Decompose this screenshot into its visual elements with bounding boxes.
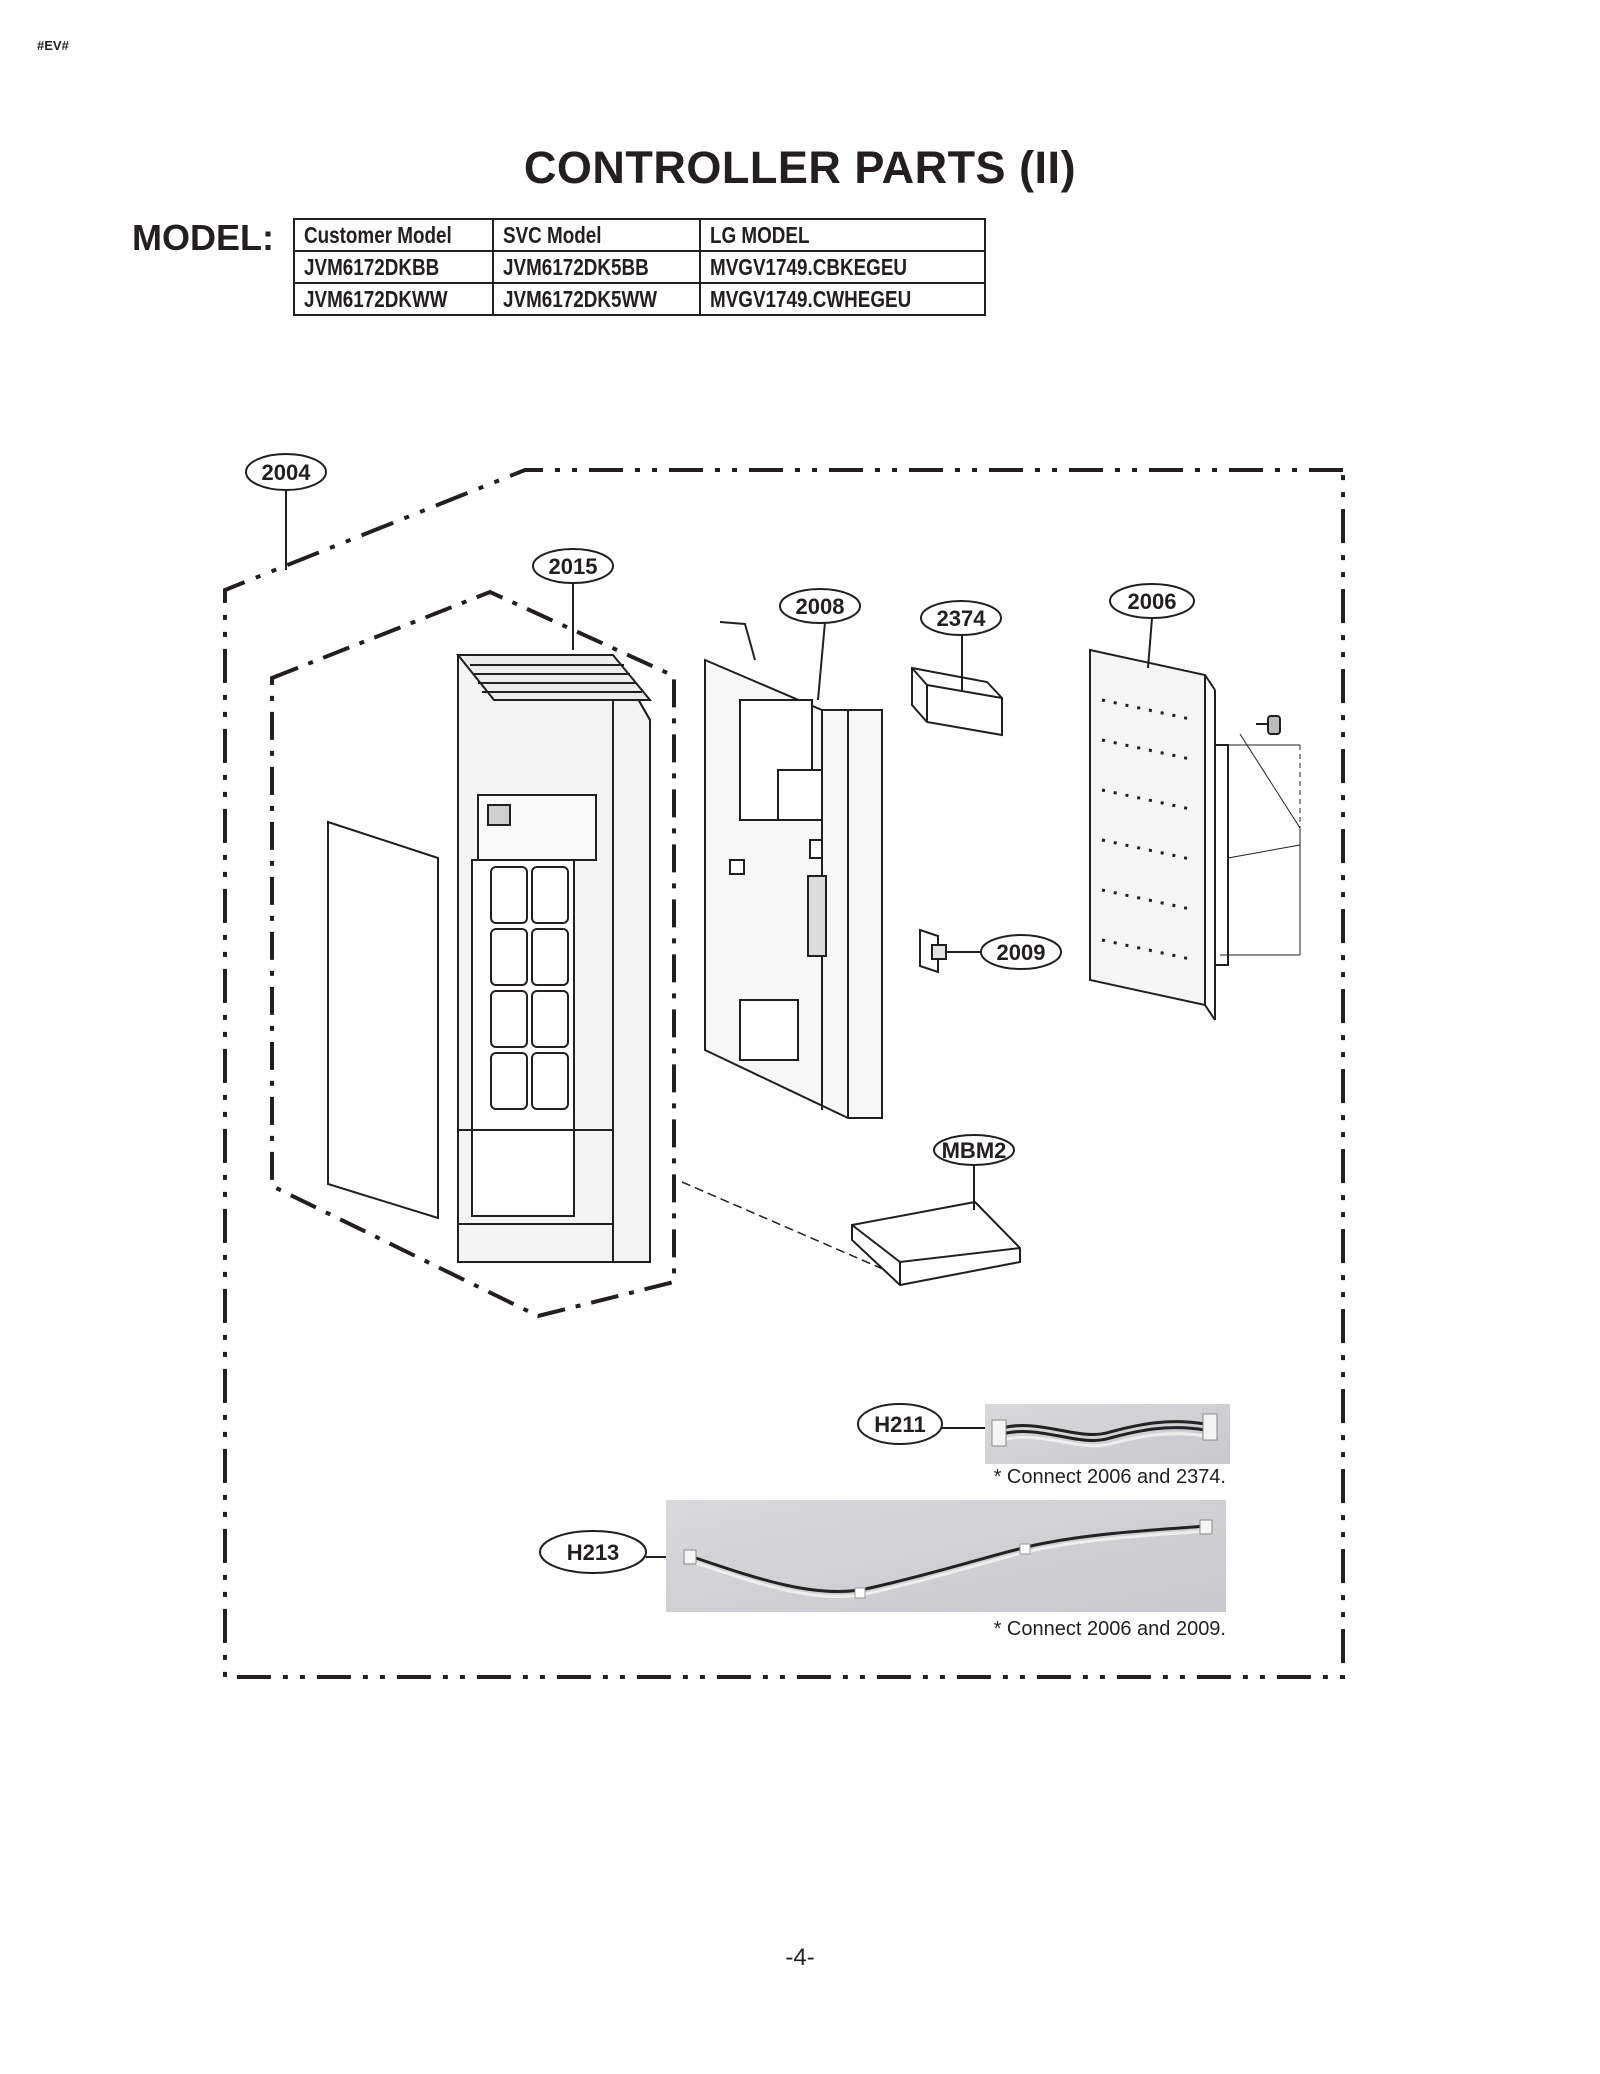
page-title: CONTROLLER PARTS (II): [523, 142, 1077, 193]
harness-photo-h213: [666, 1500, 1226, 1612]
table-cell: JVM6172DK5BB: [493, 251, 700, 283]
table-cell: MVGV1749.CWHEGEU: [700, 283, 985, 315]
sensor-2009: [920, 930, 946, 972]
document-tag: #EV#: [37, 38, 69, 53]
callout-2006: [1110, 584, 1194, 618]
column-header-svc-model: SVC Model: [493, 219, 700, 251]
svg-text:2008: 2008: [795, 594, 845, 619]
callout-h211: [858, 1404, 942, 1444]
module-2374: [912, 668, 1002, 735]
callout-2015: [533, 549, 613, 583]
table-cell: MVGV1749.CBKEGEU: [700, 251, 985, 283]
svg-text:2009: 2009: [996, 940, 1046, 965]
screw-icon: [1256, 716, 1280, 734]
table-cell: JVM6172DKBB: [294, 251, 493, 283]
svg-text:2006: 2006: [1127, 589, 1177, 614]
svg-text:H211: H211: [874, 1412, 926, 1437]
callout-mbm2: [934, 1135, 1014, 1165]
model-label: MODEL:: [132, 217, 274, 258]
table-cell: JVM6172DK5WW: [493, 283, 700, 315]
table-cell: JVM6172DKWW: [294, 283, 493, 315]
pad-mbm2: [852, 1202, 1020, 1285]
column-header-customer-model: Customer Model: [294, 219, 493, 251]
svg-text:MBM2: MBM2: [941, 1138, 1007, 1163]
bracket-2008: [705, 622, 882, 1118]
note-h213: * Connect 2006 and 2009.: [993, 1618, 1226, 1640]
svg-text:2374: 2374: [936, 606, 986, 631]
callout-2374: [921, 601, 1001, 635]
pcb-2006: [1090, 650, 1300, 1020]
harness-photo-h211: [985, 1404, 1230, 1464]
svg-text:H213: H213: [566, 1540, 620, 1565]
callout-2009: [981, 935, 1061, 969]
svg-text:2015: 2015: [548, 554, 598, 579]
svg-text:2004: 2004: [261, 460, 311, 485]
callout-2008: [780, 589, 860, 623]
note-h211: * Connect 2006 and 2374.: [993, 1466, 1226, 1488]
page-number: -4-: [785, 1944, 815, 1971]
display-overlay-sheet: [328, 822, 438, 1218]
callout-h213: [540, 1531, 646, 1573]
callout-2004: [246, 454, 326, 490]
column-header-lg-model: LG MODEL: [700, 219, 985, 251]
